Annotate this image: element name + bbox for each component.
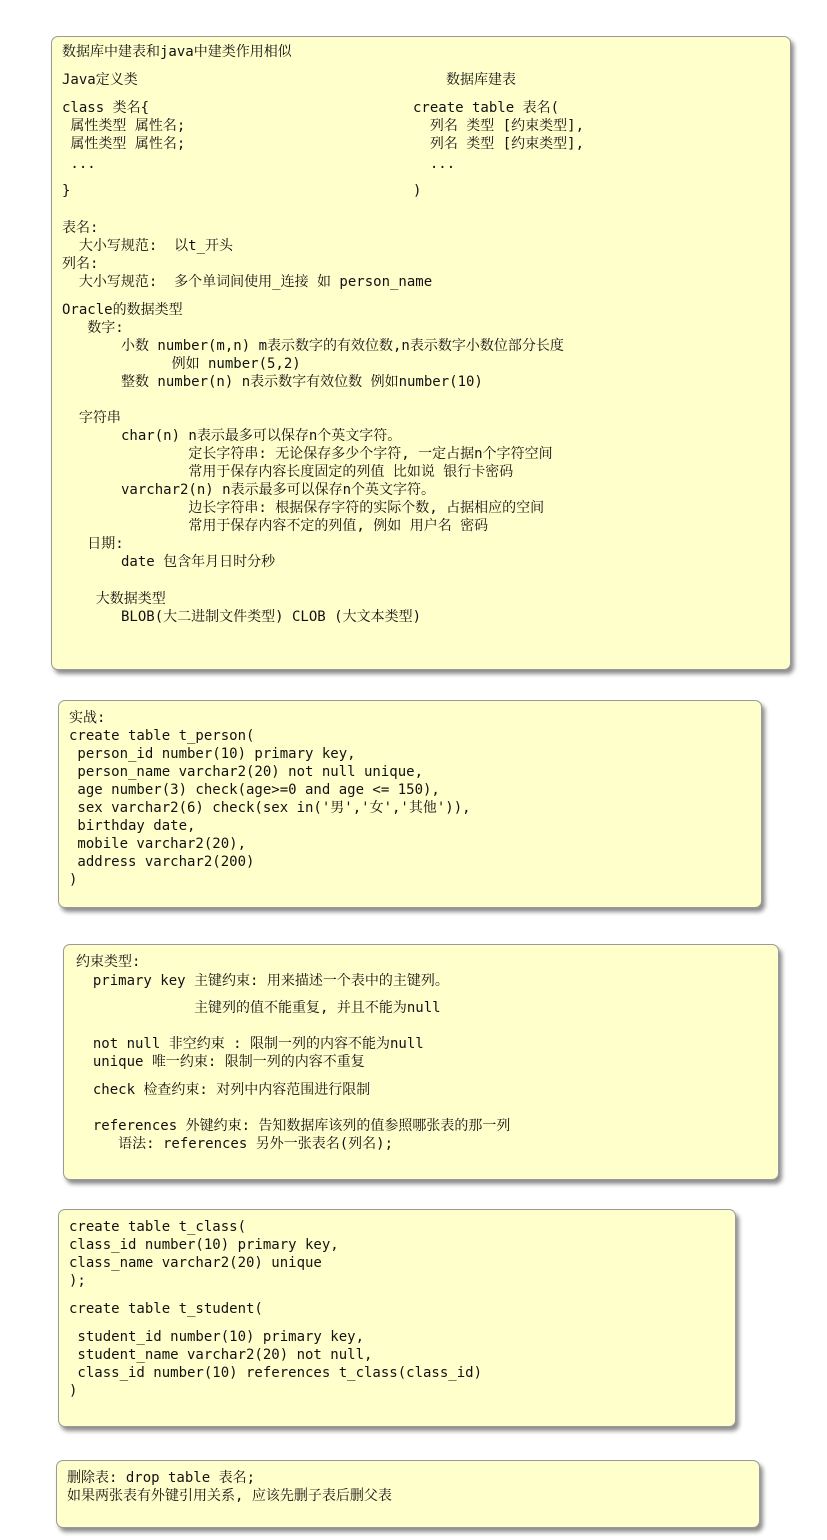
db-column-header: 数据库建表 <box>446 72 516 88</box>
types-line: 边长字符串: 根据保存字符的实际个数, 占据相应的空间 <box>62 500 545 516</box>
java-code-line: ... <box>62 156 96 172</box>
types-line: 定长字符串: 无论保存多少个字符, 一定占据n个字符空间 <box>62 446 553 462</box>
types-line: 日期: <box>62 536 124 552</box>
constraint-line: 主键列的值不能重复, 并且不能为null <box>76 1000 441 1016</box>
drop-line: 如果两张表有外键引用关系, 应该先删子表后删父表 <box>67 1488 392 1504</box>
code-line: person_id number(10) primary key, <box>69 746 356 762</box>
java-column-header: Java定义类 <box>62 72 138 88</box>
java-code-line: } <box>62 183 71 199</box>
java-code-line: 属性类型 属性名; <box>62 136 186 152</box>
types-line: 常用于保存内容长度固定的列值 比如说 银行卡密码 <box>62 464 514 480</box>
types-line: Oracle的数据类型 <box>62 302 183 318</box>
code-line: ) <box>69 872 78 888</box>
note-class-student-tables <box>58 1209 736 1427</box>
naming-line: 列名: <box>62 256 99 272</box>
constraint-line: primary key 主键约束: 用来描述一个表中的主键列。 <box>76 973 449 989</box>
code-line: birthday date, <box>69 818 196 834</box>
types-line: 小数 number(m,n) m表示数字的有效位数,n表示数字小数位部分长度 <box>62 338 564 354</box>
types-line: char(n) n表示最多可以保存n个英文字符。 <box>62 428 402 444</box>
constraint-line: check 检查约束: 对列中内容范围进行限制 <box>76 1082 371 1098</box>
code-line: create table t_class( <box>69 1219 247 1235</box>
types-line: 常用于保存内容不定的列值, 例如 用户名 密码 <box>62 518 489 534</box>
code-line: 实战: <box>69 710 106 726</box>
java-code-line: class 类名{ <box>62 100 150 116</box>
db-code-line: ... <box>413 156 456 172</box>
constraint-line: references 外键约束: 告知数据库该列的值参照哪张表的那一列 <box>76 1118 511 1134</box>
code-line: ) <box>69 1383 78 1399</box>
code-line: class_id number(10) primary key, <box>69 1237 339 1253</box>
types-line: 整数 number(n) n表示数字有效位数 例如number(10) <box>62 374 483 390</box>
naming-line: 大小写规范: 多个单词间使用_连接 如 person_name <box>62 274 433 290</box>
types-line: 数字: <box>62 320 124 336</box>
types-line: varchar2(n) n表示最多可以保存n个英文字符。 <box>62 482 436 498</box>
code-line: sex varchar2(6) check(sex in('男','女','其他')), <box>69 800 471 816</box>
types-line: date 包含年月日时分秒 <box>62 554 276 570</box>
note-practice-person-table <box>58 700 762 908</box>
db-code-line: create table 表名( <box>413 100 560 116</box>
naming-line: 表名: <box>62 220 99 236</box>
constraint-line: 约束类型: <box>76 954 141 970</box>
code-line: class_name varchar2(20) unique <box>69 1255 322 1271</box>
note-drop-table <box>56 1460 760 1528</box>
db-code-line: 列名 类型 [约束类型], <box>413 136 585 152</box>
code-line: create table t_student( <box>69 1301 263 1317</box>
drop-line: 删除表: drop table 表名; <box>67 1470 256 1486</box>
constraint-line: unique 唯一约束: 限制一列的内容不重复 <box>76 1054 365 1070</box>
constraint-line: 语法: references 另外一张表名(列名); <box>76 1136 394 1152</box>
types-line: BLOB(大二进制文件类型) CLOB (大文本类型) <box>62 609 422 625</box>
types-line: 字符串 <box>62 410 121 426</box>
code-line: mobile varchar2(20), <box>69 836 247 852</box>
note-constraint-types <box>63 944 779 1180</box>
constraint-line: not null 非空约束 : 限制一列的内容不能为null <box>76 1036 424 1052</box>
code-line: student_id number(10) primary key, <box>69 1329 365 1345</box>
code-line: ); <box>69 1273 86 1289</box>
types-line: 大数据类型 <box>62 591 166 607</box>
code-line: class_id number(10) references t_class(class_id) <box>69 1365 483 1381</box>
note-create-table-overview <box>51 36 791 670</box>
db-code-line: ) <box>413 183 422 199</box>
java-code-line: 属性类型 属性名; <box>62 118 186 134</box>
types-line: 例如 number(5,2) <box>62 356 301 372</box>
code-line: student_name varchar2(20) not null, <box>69 1347 373 1363</box>
code-line: create table t_person( <box>69 728 255 744</box>
note-title: 数据库中建表和java中建类作用相似 <box>62 44 292 60</box>
code-line: age number(3) check(age>=0 and age <= 150), <box>69 782 440 798</box>
db-code-line: 列名 类型 [约束类型], <box>413 118 585 134</box>
code-line: person_name varchar2(20) not null unique, <box>69 764 424 780</box>
code-line: address varchar2(200) <box>69 854 255 870</box>
naming-line: 大小写规范: 以t_开头 <box>62 238 234 254</box>
